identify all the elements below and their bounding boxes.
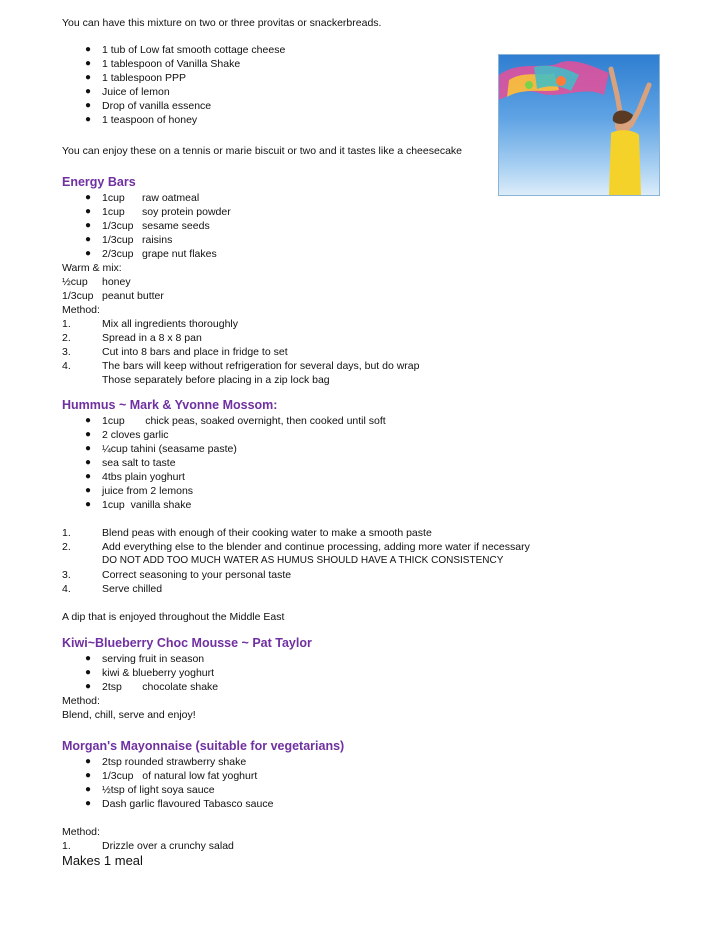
warm-mix-label: Warm & mix: (62, 262, 122, 274)
bullet-icon: ● (85, 248, 92, 259)
method-label: Method: (62, 695, 100, 707)
intro-text: You can have this mixture on two or three provitas or snackerbreads. (62, 17, 382, 29)
hummus-note: A dip that is enjoyed throughout the Middle East (62, 611, 285, 623)
method-label: Method: (62, 304, 100, 316)
bullet-icon: ● (85, 206, 92, 217)
method-label: Method: (62, 826, 100, 838)
bullet-icon: ● (85, 471, 92, 482)
kiwi-method-text: Blend, chill, serve and enjoy! (62, 709, 196, 721)
caps-warning: DO NOT ADD TOO MUCH WATER AS HUMUS SHOULD HAVE A THICK CONSISTENCY (102, 555, 504, 566)
warm-item: ½cup honey (62, 276, 131, 288)
bullet-icon: ● (85, 667, 92, 678)
method-continuation: Those separately before placing in a zip lock bag (102, 374, 330, 386)
bullet-icon: ● (85, 429, 92, 440)
mayo-heading: Morgan's Mayonnaise (suitable for vegetarians) (62, 739, 345, 753)
bullet-icon: ● (85, 798, 92, 809)
bullet-icon: ● (85, 499, 92, 510)
makes-note: Makes 1 meal (62, 853, 143, 868)
bullet-icon: ● (85, 457, 92, 468)
bullet-icon: ● (85, 653, 92, 664)
bullet-icon: ● (85, 58, 92, 69)
photo-illustration (499, 55, 659, 195)
bullet-icon: ● (85, 44, 92, 55)
cheese-note: You can enjoy these on a tennis or marie biscuit or two and it tastes like a cheesecake (62, 145, 463, 157)
energy-bars-heading: Energy Bars (62, 175, 136, 189)
bullet-icon: ● (85, 234, 92, 245)
woman-scarf-photo (498, 54, 660, 196)
bullet-icon: ● (85, 784, 92, 795)
bullet-icon: ● (85, 100, 92, 111)
bullet-icon: ● (85, 220, 92, 231)
bullet-icon: ● (85, 756, 92, 767)
bullet-icon: ● (85, 192, 92, 203)
bullet-icon: ● (85, 86, 92, 97)
bullet-icon: ● (85, 770, 92, 781)
hummus-heading: Hummus ~ Mark & Yvonne Mossom: (62, 398, 278, 412)
bullet-icon: ● (85, 681, 92, 692)
kiwi-heading: Kiwi~Blueberry Choc Mousse ~ Pat Taylor (62, 636, 312, 650)
bullet-icon: ● (85, 443, 92, 454)
bullet-icon: ● (85, 485, 92, 496)
warm-item: 1/3cup peanut butter (62, 290, 164, 302)
bullet-icon: ● (85, 114, 92, 125)
bullet-icon: ● (85, 72, 92, 83)
bullet-icon: ● (85, 415, 92, 426)
